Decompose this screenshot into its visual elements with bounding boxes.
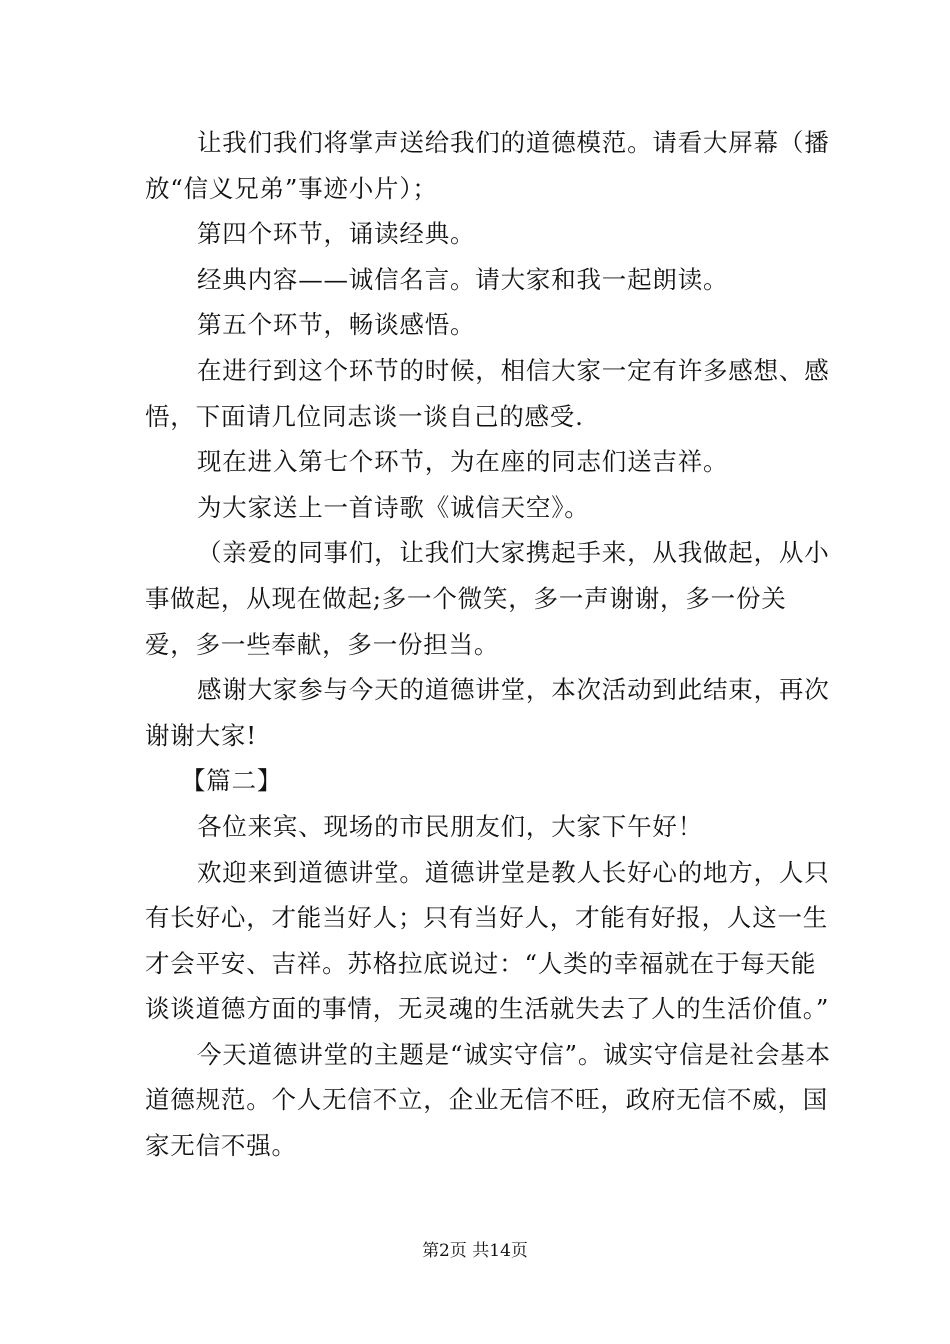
paragraph: 各位来宾、现场的市民朋友们，大家下午好！	[197, 811, 703, 841]
paragraph: 今天道德讲堂的主题是“诚实守信”。诚实守信是社会基本道德规范。个人无信不立，企业无信不旺，政府无信不威，国家无信不强。	[145, 1039, 831, 1161]
paragraph: 在进行到这个环节的时候，相信大家一定有许多感想、感悟，下面请几位同志谈一谈自己的感受.	[145, 355, 830, 431]
paragraph: （亲爱的同事们，让我们大家携起手来，从我做起，从小事做起，从现在做起;多一个微笑，多一声谢谢，多一份关爱，多一些奉献，多一份担当。	[145, 538, 830, 659]
paragraph: 现在进入第七个环节，为在座的同志们送吉祥。	[197, 447, 729, 477]
section-title: 【篇二】	[181, 766, 283, 796]
paragraph: 第四个环节，诵读经典。	[197, 219, 476, 249]
page-number-label: 第2页 共14页	[422, 1241, 528, 1261]
paragraph: 感谢大家参与今天的道德讲堂，本次活动到此结束，再次谢谢大家!	[145, 675, 830, 750]
paragraph: 第五个环节，畅谈感悟。	[197, 310, 476, 340]
paragraph: 经典内容——诚信名言。请大家和我一起朗读。	[197, 264, 729, 294]
document-body	[145, 120, 835, 1169]
paragraph: 让我们我们将掌声送给我们的道德模范。请看大屏幕（播放“信义兄弟”事迹小片）；	[145, 128, 830, 203]
paragraph: 欢迎来到道德讲堂。道德讲堂是教人长好心的地方，人只有长好心，才能当好人；只有当好人，才能有好报，人这一生才会平安、吉祥。苏格拉底说过：“人类的幸福就在于每天能谈谈道德方面的事情，无灵魂的生活就失去了人的生活价值。”	[145, 857, 830, 1024]
page-footer	[0, 1240, 950, 1262]
paragraph: 为大家送上一首诗歌《诚信天空》。	[197, 492, 590, 522]
